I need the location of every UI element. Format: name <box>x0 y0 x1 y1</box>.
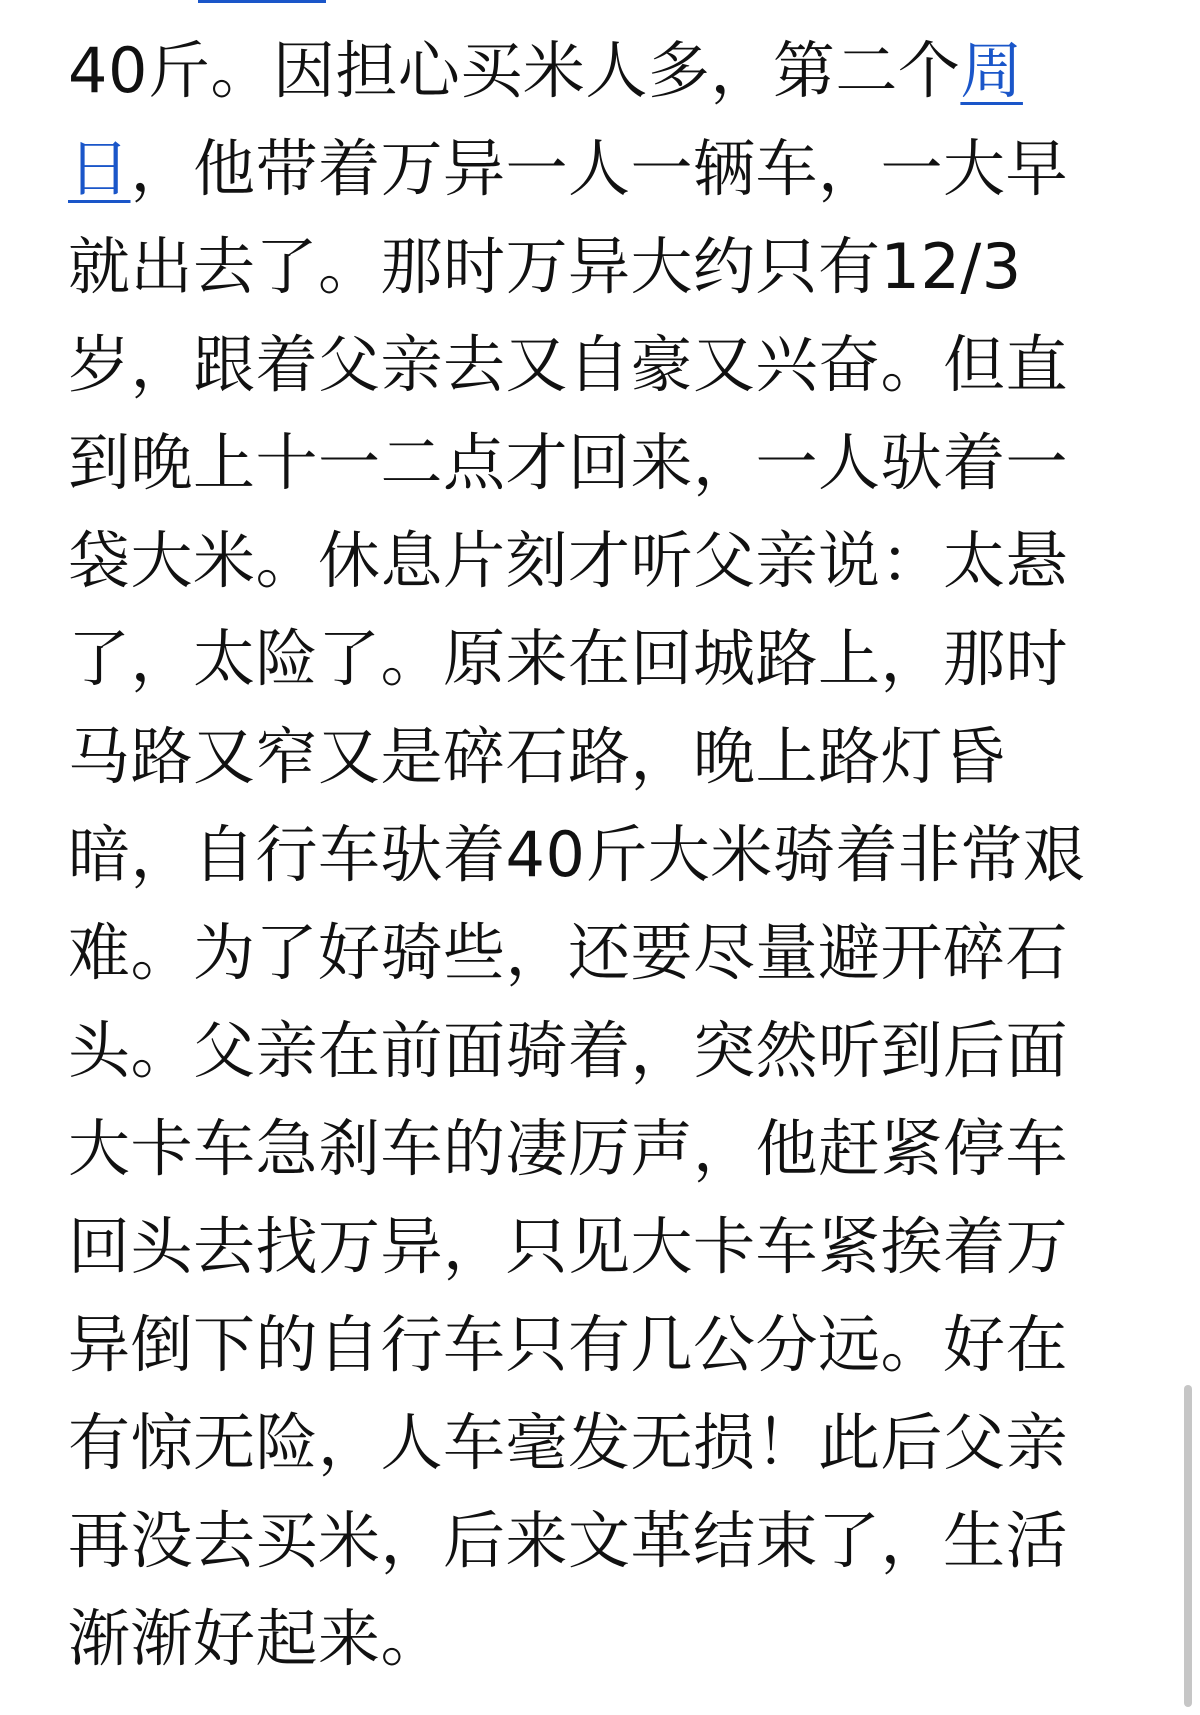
previous-link-underline[interactable] <box>198 0 326 3</box>
article-line-2 <box>68 120 1128 218</box>
article-line-3: 就出去了。那时万异大约只有12/3 <box>68 230 1022 303</box>
article-text: ，他带着万异一人一辆车，一大早 <box>130 132 1069 205</box>
article-line-1 <box>68 22 1128 120</box>
article-line-4: 岁，跟着父亲去又自豪又兴奋。但直 <box>68 328 1069 401</box>
vertical-scrollbar[interactable] <box>1184 1385 1192 1707</box>
article-line-10: 难。为了好骑些，还要尽量避开碎石 <box>68 916 1069 989</box>
article-line-16: 再没去买米，后来文革结束了，生活 <box>68 1504 1069 1577</box>
article-line-6: 袋大米。休息片刻才听父亲说：太悬 <box>68 524 1069 597</box>
article-line-11: 头。父亲在前面骑着，突然听到后面 <box>68 1014 1069 1087</box>
zhouri-link[interactable]: 周 <box>960 34 1023 107</box>
article-line-9: 暗，自行车驮着40斤大米骑着非常艰 <box>68 818 1086 891</box>
article-line-7: 了，太险了。原来在回城路上，那时 <box>68 622 1069 695</box>
article-line-8: 马路又窄又是碎石路，晚上路灯昏 <box>68 720 1006 793</box>
zhouri-link-continued[interactable]: 日 <box>68 132 131 205</box>
article-line-5: 到晚上十一二点才回来，一人驮着一 <box>68 426 1069 499</box>
article-line-12: 大卡车急刹车的凄厉声，他赶紧停车 <box>68 1112 1069 1185</box>
article-line-13: 回头去找万异，只见大卡车紧挨着万 <box>68 1210 1069 1283</box>
article-text: 40斤。因担心买米人多，第二个 <box>68 34 961 107</box>
article-line-14: 异倒下的自行车只有几公分远。好在 <box>68 1308 1069 1381</box>
article-line-15: 有惊无险，人车毫发无损！此后父亲 <box>68 1406 1069 1479</box>
article-line-17: 渐渐好起来。 <box>68 1602 444 1675</box>
article-body <box>68 22 1128 1688</box>
